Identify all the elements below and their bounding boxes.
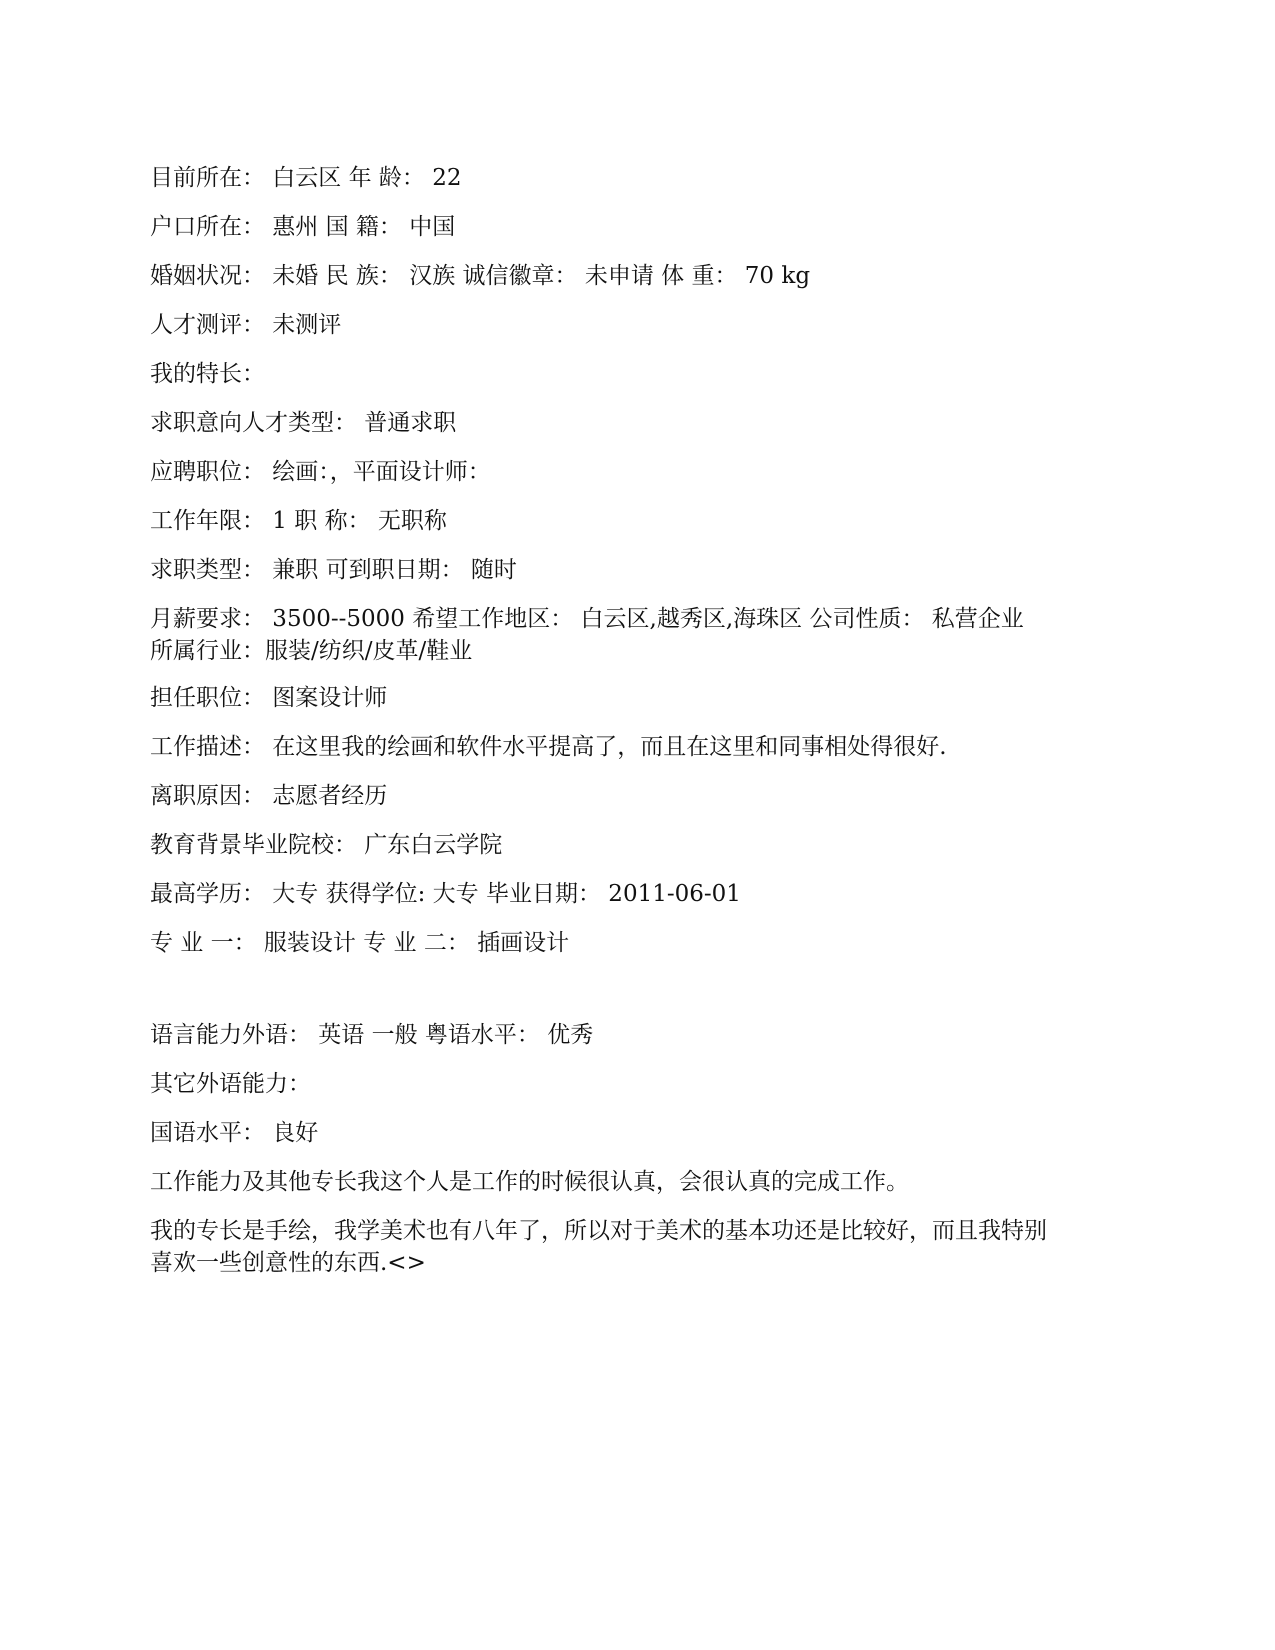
line-applied-position: 应聘职位： 绘画：，平面设计师： [150,459,491,485]
line-majors: 专 业 一： 服装设计 专 业 二： 插画设计 [150,930,570,956]
line-mandarin-level: 国语水平： 良好 [150,1120,319,1146]
line-personal-specialty: 我的专长是手绘，我学美术也有八年了，所以对于美术的基本功还是比较好，而且我特别 喜欢一些创意性的东西.<> [150,1218,1047,1276]
line-hukou-nationality: 户口所在： 惠州 国 籍： 中国 [150,214,456,240]
line-job-type-start-date: 求职类型： 兼职 可到职日期： 随时 [150,557,517,583]
line-education-school: 教育背景毕业院校： 广东白云学院 [150,832,503,858]
line-salary-region-industry: 月薪要求： 3500--5000 希望工作地区： 白云区,越秀区,海珠区 公司性质： 私营企业 所属行业：服装/纺织/皮革/鞋业 [150,606,1024,664]
line-held-position: 担任职位： 图案设计师 [150,685,388,711]
line-language-ability: 语言能力外语： 英语 一般 粤语水平： 优秀 [150,1022,594,1048]
line-job-description: 工作描述： 在这里我的绘画和软件水平提高了，而且在这里和同事相处得很好. [150,734,947,760]
line-other-languages: 其它外语能力： [150,1071,311,1097]
line-work-years-title: 工作年限： 1 职 称： 无职称 [150,508,447,534]
line-work-ability: 工作能力及其他专长我这个人是工作的时候很认真，会很认真的完成工作。 [150,1169,909,1195]
line-specialty-heading: 我的特长： [150,361,265,387]
line-degree-graduation: 最高学历： 大专 获得学位: 大专 毕业日期： 2011-06-01 [150,881,741,907]
line-leaving-reason: 离职原因： 志愿者经历 [150,783,388,809]
line-marital-ethnicity-weight: 婚姻状况： 未婚 民 族： 汉族 诚信徽章： 未申请 体 重： 70 kg [150,263,811,289]
line-job-intention-type: 求职意向人才类型： 普通求职 [150,410,457,436]
line-current-location-age: 目前所在： 白云区 年 龄： 22 [150,165,462,191]
line-talent-assessment: 人才测评： 未测评 [150,312,342,338]
